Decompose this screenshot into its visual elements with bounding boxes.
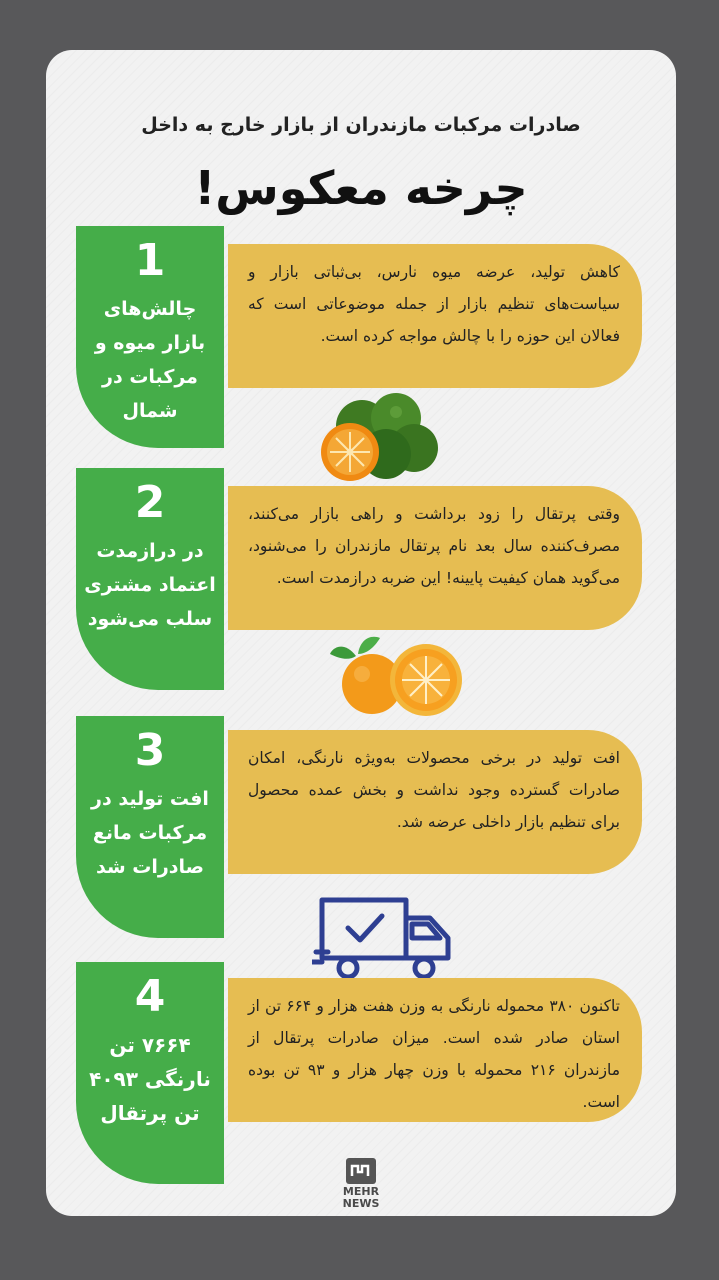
- section-number: 4: [134, 971, 166, 1022]
- mehr-logo-mark: [332, 1156, 390, 1186]
- orange-fruit-icon: [330, 634, 470, 718]
- logo-text-mehr: MEHR: [342, 1185, 380, 1198]
- delivery-truck-icon: [312, 894, 456, 986]
- section-2-tab: [76, 468, 224, 690]
- section-2-text: وقتی پرتقال را زود برداشت و راهی بازار می‌کنند، مصرف‌کننده سال بعد نام پرتقال مازندران را می‌شنود، می‌گوید همان کیفیت پایینه! این ضربه درازمدت است.: [228, 486, 642, 630]
- logo-text-news: NEWS: [342, 1197, 380, 1210]
- section-4-text: تاکنون ۳۸۰ محموله نارنگی به وزن هفت هزار و ۶۶۴ تن از استان صادر شده است. میزان صادرات پرتقال از مازندران ۲۱۶ محموله با وزن چهار هزار و ۹۳ تن بوده است.: [228, 978, 642, 1122]
- section-1-tab: [76, 226, 224, 448]
- mehr-news-logo: [332, 1156, 390, 1212]
- section-3-text: افت تولید در برخی محصولات به‌ویژه نارنگی، امکان صادرات گسترده وجود نداشت و بخش عمده محصول برای تنظیم بازار داخلی عرضه شد.: [228, 730, 642, 874]
- section-number: 3: [134, 725, 166, 776]
- section-1-text: کاهش تولید، عرضه میوه نارس، بی‌ثباتی بازار و سیاست‌های تنظیم بازار از جمله موضوعاتی است که فعالان این حوزه را با چالش مواجه کرده است.: [228, 244, 642, 388]
- section-label: ۷۶۶۴ تن نارنگی ۴۰۹۳ تن پرتقال: [89, 1033, 211, 1125]
- infographic-card: [46, 50, 676, 1216]
- tangerine-fruit-icon: [316, 392, 446, 484]
- page-title: چرخه معکوس!: [194, 161, 528, 215]
- subtitle: صادرات مرکبات مازندران از بازار خارج به داخل: [141, 114, 581, 136]
- section-number: 2: [134, 477, 166, 528]
- section-label: افت تولید در مرکبات مانع صادرات شد: [91, 788, 209, 878]
- section-number: 1: [134, 235, 166, 286]
- section-label: چالش‌های بازار میوه و مرکبات در شمال: [94, 298, 206, 422]
- section-label: در درازمدت اعتماد مشتری سلب می‌شود: [84, 540, 216, 630]
- section-4-tab: [76, 962, 224, 1184]
- section-3-tab: [76, 716, 224, 938]
